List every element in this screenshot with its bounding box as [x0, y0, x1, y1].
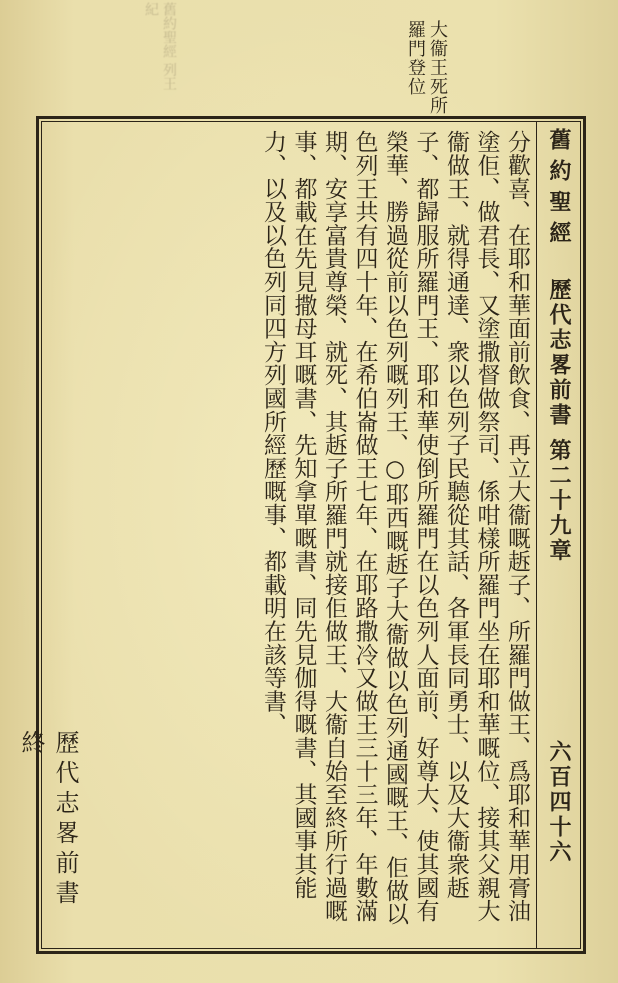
running-header — [540, 128, 578, 942]
margin-note: 大衞王死所羅門登位 — [405, 20, 448, 115]
book-end-colophon: 歷代志畧前書終 — [17, 730, 79, 910]
body-text: 分歡喜、在耶和華面前飲食、再立大衞嘅䞣子、所羅門做王、爲耶和華用膏油塗佢、做君長、又塗撒督做祭司、係咁樣所羅門坐在耶和華嘅位、接其父親大衞做王、就得通達、衆以色列子民聽從其話、各軍長同勇士、以及大衞衆䞣子、都歸服所羅門王、耶和華使倒所羅門在以色列人面前、好尊大、使其國有榮華、勝過從前以色列嘅列王、○耶西嘅䞣子大衞做以色列通國嘅王、佢做以色列王共有四十年、在希伯崙做王七年、在耶路撒冷又做王三十三年、年數滿期、安享富貴尊榮、就死、其䞣子所羅門就接佢做王、大衞自始至終所行過嘅事、都載在先見撒母耳嘅書、先知拿單嘅書、同先見伽得嘅書、其國事其能力、以及以色列同四方列國所經歷嘅事、都載明在該等書、 — [260, 130, 530, 926]
book-title: 舊約聖經 — [546, 128, 572, 252]
header-divider — [536, 121, 537, 949]
bleed-through-text: 舊約聖經 列王紀 — [143, 2, 177, 91]
page-number: 六百四十六 — [546, 740, 572, 865]
chapter-title: 歷代志畧前書 第二十九章 — [546, 278, 572, 564]
